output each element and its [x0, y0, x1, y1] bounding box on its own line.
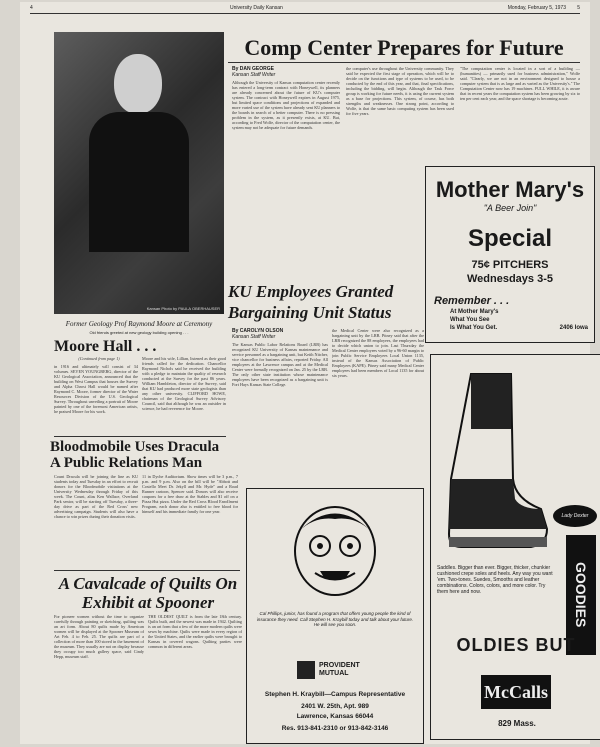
ad-line3: Is What You Get.	[450, 325, 498, 331]
photo-caption: Former Geology Prof Raymond Moore at Ceremony	[65, 320, 213, 328]
provident-logo	[297, 661, 377, 679]
cartoon-face-illustration	[275, 501, 395, 601]
quilts-col2: THE OLDEST QUILT is from the late 18th century. Quilts built, and the newest was made in 1942. Quilting is an art form that a few of the more modern quilts were sewn by machine. Quilts were made in every region of the United States, and the earlier quilts were brought to Kansas in covered wagons. Quilting parties were common in different areas.	[148, 614, 242, 649]
bargaining-col2: the Medical Center were also recognized as a bargaining unit by the LRB. Pitney said that after the LRB recognized the 88 employees, the employees had to decide which union to join. Last Thursday the Medical Center employees voted by a 96-60 margin to join Public Service Employees Local Union 1135, instead of the Kansas Association of Public Employees (KAPE). Pitney said many Medical Center employees had been members of Local 1135 for about six years.	[332, 328, 424, 378]
comp-center-col3: "The computation center is located in a sort of a building — (humanities) — primarily used for business administration," Wolfe said. "Clearly, we are not in an environment designed to house a computer system that is as large and as varied as the University's." The Computation Center now has 19 machines. FULL WHILE, it is aware that in recent years the computation system has been growing by six to ten per cent each year, and the space shortage is becoming acute.	[460, 66, 580, 101]
comp-center-byline: By DAN GEORGE	[232, 66, 274, 72]
ad-price: 75¢ PITCHERS	[471, 259, 549, 271]
ad-copy: Saddles. Bigger than ever. Bigger, thicker, chunkier cushioned crepe soles and heels. Any way you want 'em. Two-tones. Suedes, Smooths and leather combinations. Colors, colors, and more color. Try them here and now.	[437, 565, 553, 595]
logo-line2: MUTUAL	[319, 670, 349, 677]
ad-address: 2406 Iowa	[559, 325, 588, 331]
publication-name: University Daily Kansan	[230, 5, 283, 11]
ad-tagline: "A Beer Join"	[483, 203, 537, 213]
comp-center-byline-role: Kansan Staff Writer	[232, 72, 276, 78]
headline-rule	[228, 62, 580, 63]
quilts-col1: For pioneer women without the time to organize carefully through painting or sketching, quilting was an art form. About 80 quilts made by American women will be displayed at the Spooner Museum of Art Feb. 4 to Feb. 25. The quilts are part of a collection of more than 100 stored in the basement of the museum. They usually are not on display because they occupy too much gallery space, said Cindy Hepp, museum staff.	[54, 614, 144, 659]
logo-line1: PROVIDENT	[319, 662, 360, 669]
moore-headline: Moore Hall . . .	[54, 338, 157, 355]
page-number-right: 5	[577, 5, 580, 11]
ad-store: McCalls	[481, 675, 551, 709]
bloodmobile-rule	[54, 570, 240, 571]
bargaining-col1: The Kansas Public Labor Relations Board (LRB) has recognized KU University of Kansas maintenance and service personnel as a bargaining unit, but Keith Nitcher, vice chancellor for business affairs, reported Friday. All employees at the Lawrence campus and at the Medical Center were formally recognized on Jan. 25 by the LRB. The only other state institution whose maintenance employees have been recognized as a bargaining unit is Fort Hays Kansas State College.	[232, 342, 328, 387]
bargaining-byline-role: Kansan Staff Writer	[232, 334, 276, 340]
ad-days: Wednesdays 3-5	[466, 273, 553, 285]
ad-line1: At Mother Mary's	[450, 309, 499, 315]
logo-mark	[297, 661, 315, 679]
moore-col2: Moore and his wife, Lillian, listened as their good friends called for the dedication. Chancellor Raymond Nichols said he received the building with a pledge to maintain the quality of research conducted at the Survey for the past 86 years. William Hambleton, director of the Survey, said that KU had produced more state geologists than any other university. CLIFFORD HOWE, chairman of the Geological Survey Advisory Council, said that although he was an outsider in science, he had reverence for Moore.	[142, 356, 226, 411]
comp-center-col1: Although the University of Kansas computation center recently has entered a long-term contract with Honeywell, its planners are already concerned about the future of KU's computer system. The contract with Honeywell expires in August 1975, but limited space conditions and projections of expanded and more varied use of the system have already sent KU planners to the boards in search of a better computer. There is no pressing problem in the system, as it presently exists, at KU. But, according to Fred Wolfe, director of the computation center, the system may not be adequate for future demands.	[232, 80, 340, 130]
bloodmobile-headline: Bloodmobile Uses Dracula A Public Relations Man	[50, 439, 220, 471]
ad-oldies: OLDIES BUT	[456, 635, 576, 655]
moore-col1: in 1916 and ultimately will consist of 34 volumes. SEVEN YOUNGBERG, director of the KU Geological Association, announced that the building on West Campus that houses the Survey and Alpha Chrost Hall would be named after Raymond C. Moore, former director of the Water Resources Division of the U.S. Geological Survey. Throughout unveiling a portrait of Moore painted by one of the foremost American artists, he praised Moore for his work.	[54, 364, 138, 414]
bargaining-byline: By CAROLYN OLSON	[232, 328, 284, 334]
moore-photo	[54, 32, 224, 314]
comp-center-col2: the computer's use throughout the University community. They said he expected the first stage of operation, which will be to decide on the functions and type of systems to be used, to be conducted by the end of this year, and that, final specifications, including the bidding, will begin. Although the Task Force group is working for future needs, it is using the current system as a base for projections. This system, of course, has both strengths and weaknesses. One strong point, according to Wolfe, is that the same basic computing system has been used for five years.	[346, 66, 454, 116]
provident-mutual-ad	[246, 488, 424, 744]
ad-line2: What You See	[450, 317, 490, 323]
photo-suit	[89, 112, 189, 252]
newspaper-page	[20, 2, 590, 744]
ad-remember: Remember . . .	[434, 295, 510, 307]
ad-title: Mother Mary's	[435, 177, 585, 202]
photo-credit: Kansan Photo by PAULA OBERHAUSER	[146, 306, 220, 311]
ad-special: Special	[467, 225, 553, 252]
issue-date: Monday, February 5, 1973	[507, 5, 566, 11]
mccalls-shoe-ad	[430, 354, 600, 740]
photo-subcaption: Old friends greeted at new geology building opening . . .	[89, 330, 189, 335]
mother-marys-ad	[425, 166, 595, 343]
page-number-left: 4	[30, 5, 33, 11]
ad-street: 2401 W. 25th, Apt. 989	[301, 703, 369, 710]
page-header	[30, 5, 580, 14]
bloodmobile-col2: 11 in Dyche Auditorium. Show times will be 3 p.m., 7 p.m. and 9 p.m. Also on the bill will be "Abbott and Costello Meet Dr. Jekyll and Mr. Hyde" and a Road Runner cartoon, Spencer said. Donors will also receive coupons for a free draw at the Stables and $1 off on a Pizza Hut pizza. Under the Red Cross Blood Enrollment Program, each donor also is entitled to free blood for himself and his immediate family for one year.	[142, 474, 238, 514]
moore-continued: (Continued from page 1)	[78, 356, 120, 361]
ad-brand: Lady Dexter	[553, 505, 597, 527]
ad-phone: Res. 913-841-2310 or 913-842-3146	[281, 725, 389, 732]
boot-illustration	[441, 369, 551, 554]
comp-center-headline: Comp Center Prepares for Future	[244, 35, 564, 60]
ad-agent: Stephen H. Kraybill—Campus Representative	[264, 691, 406, 698]
ad-store-address: 829 Mass.	[498, 719, 536, 728]
quilts-headline: A Cavalcade of Quilts On Exhibit at Spooner	[58, 574, 238, 612]
bargaining-headline: KU Employees Granted Bargaining Unit Status	[228, 282, 394, 322]
moore-rule	[54, 436, 226, 437]
ad-goodies: GOODIES	[566, 535, 596, 655]
ad-city: Lawrence, Kansas 66044	[296, 713, 374, 720]
photo-face	[114, 54, 162, 114]
ad-copy: Cal Phillips, junior, has found a program that offers young people the kind of insurance they need. Call Stephen H. Kraybill today and talk about your future. He will see you soon.	[256, 611, 414, 627]
bloodmobile-col1: Count Dracula will be joining the line as KU students today and Tuesday in an effort to recruit donors for the Bloodmobile visitations at the University Wednesday through Friday of this week. The Count, alias Ken Wallace, Overland Park senior, will be starting off Tuesday, a three-day drive as part of the Red Cross' new advertising campaign. Students will also have a chance to win prizes during their donation visits.	[54, 474, 138, 519]
